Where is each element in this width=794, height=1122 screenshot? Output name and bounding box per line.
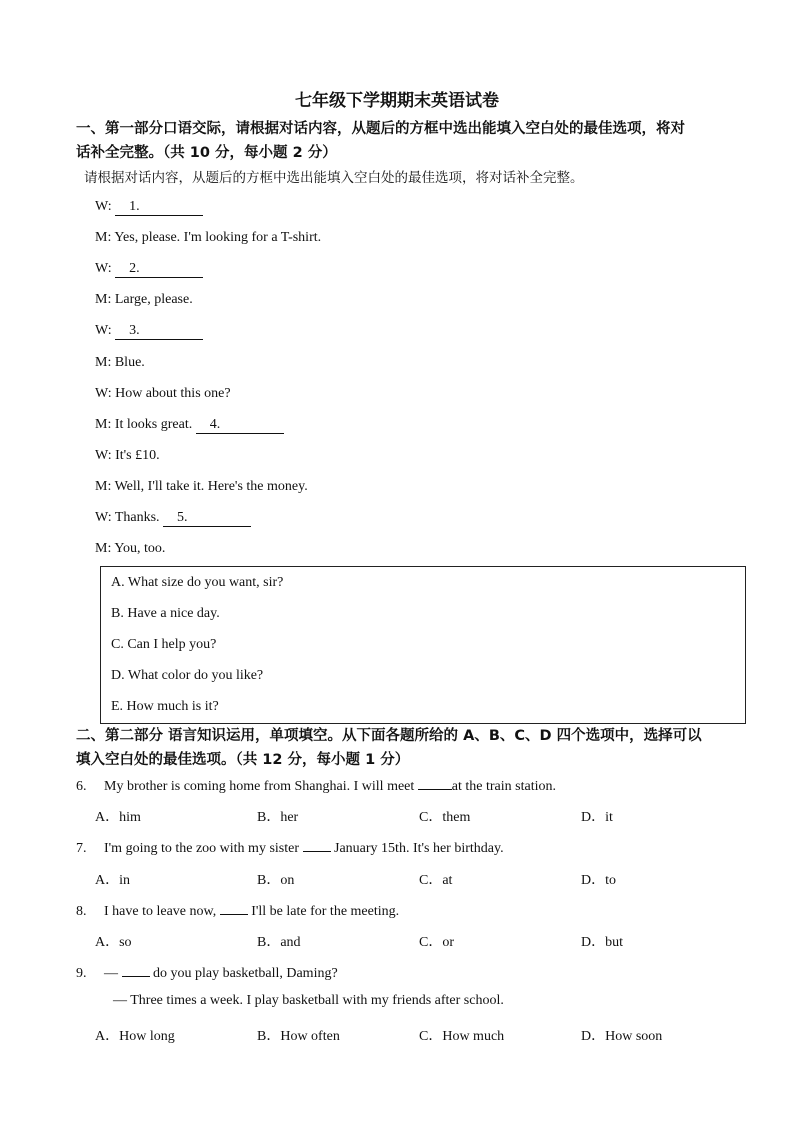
section1-heading-line2: 话补全完整。（共 10 分，每小题 2 分） [76, 145, 337, 161]
section1-instruction: 请根据对话内容，从题后的方框中选出能填入空白处的最佳选项，将对话补全完整。 [84, 170, 584, 186]
dialogue-line [95, 417, 284, 434]
section2-heading [76, 724, 756, 772]
dialogue-line [95, 510, 251, 527]
q6-option-d[interactable]: D．it [581, 810, 613, 825]
question-number: 9. [76, 966, 87, 981]
dialogue-blank[interactable]: 5. [163, 510, 251, 527]
dialogue-text: W: [95, 323, 116, 339]
options-box [100, 566, 746, 724]
dialogue-text: M: You, too. [95, 541, 166, 557]
dialogue-line [95, 230, 321, 246]
dialogue-text: M: Large, please. [95, 292, 193, 308]
q7-option-b[interactable]: B．on [257, 873, 295, 888]
page-title: 七年级下学期期末英语试卷 [295, 91, 499, 111]
answer-gap [220, 900, 248, 915]
q7-option-a[interactable]: A．in [95, 873, 130, 888]
q8-option-b[interactable]: B．and [257, 935, 301, 950]
question-stem-after: at the train station. [451, 779, 556, 794]
dialogue-text: W: Thanks. [95, 510, 164, 525]
question-number: 6. [76, 779, 87, 794]
dialogue-line [95, 292, 193, 308]
section2-heading-line1: 二、第二部分 语言知识运用，单项填空。从下面各题所给的 A、B、C、D 四个选项中，选择可以 [76, 728, 702, 744]
dialogue-text: M: It looks great. [95, 416, 196, 432]
q8-option-d[interactable]: D．but [581, 935, 623, 950]
dialogue-line [95, 386, 231, 402]
q9-option-c[interactable]: C．How much [419, 1029, 505, 1044]
box-option-b: B. Have a nice day. [111, 606, 220, 621]
answer-gap [418, 775, 452, 790]
dialogue-blank[interactable]: 2. [115, 261, 203, 278]
question-stem-before: My brother is coming home from Shanghai. I will meet [104, 779, 418, 794]
dialogue-text: M: Blue. [95, 354, 145, 370]
dialogue-text: W: How about this one? [95, 385, 231, 401]
question-stem-before: I'm going to the zoo with my sister [104, 841, 303, 856]
question-stem-after: do you play basketball, Daming? [149, 966, 338, 981]
dialogue-blank[interactable]: 3. [115, 323, 203, 340]
dialogue-blank[interactable]: 1. [115, 199, 203, 216]
q8-option-c[interactable]: C．or [419, 935, 454, 950]
dialogue-line [95, 541, 165, 557]
dialogue-text: M: Yes, please. I'm looking for a T-shirt. [95, 230, 322, 246]
dialogue-text: W: [95, 199, 116, 214]
q9-option-a[interactable]: A．How long [95, 1029, 175, 1044]
dialogue-blank[interactable]: 4. [196, 417, 284, 434]
q6-option-b[interactable]: B．her [257, 810, 299, 825]
box-option-d: D. What color do you like? [111, 668, 264, 683]
question-number: 7. [76, 841, 87, 856]
question-9 [76, 962, 338, 982]
question-6 [76, 775, 556, 795]
q8-option-a[interactable]: A．so [95, 935, 132, 950]
box-option-c: C. Can I help you? [111, 637, 217, 652]
q7-option-d[interactable]: D．to [581, 873, 616, 888]
box-option-e: E. How much is it? [111, 699, 219, 714]
answer-gap [303, 837, 331, 852]
q9-option-b[interactable]: B．How often [257, 1029, 340, 1044]
question-number: 8. [76, 904, 87, 919]
question-8 [76, 900, 399, 920]
dialogue-line [95, 323, 203, 340]
dialogue-line [95, 355, 145, 371]
section2-heading-line2: 填入空白处的最佳选项。（共 12 分，每小题 1 分） [76, 752, 410, 768]
dialogue-text: W: It's £10. [95, 447, 160, 463]
q7-option-c[interactable]: C．at [419, 873, 453, 888]
question-7 [76, 837, 504, 857]
dialogue-text: W: [95, 261, 116, 277]
answer-gap [122, 962, 150, 977]
q6-option-c[interactable]: C．them [419, 810, 471, 825]
question-9-reply: — Three times a week. I play basketball with my friends after school. [113, 993, 504, 1008]
q9-option-d[interactable]: D．How soon [581, 1029, 663, 1044]
question-stem-after: January 15th. It's her birthday. [330, 841, 504, 856]
question-stem-after: I'll be late for the meeting. [247, 904, 400, 919]
q6-option-a[interactable]: A．him [95, 810, 141, 825]
dialogue-line [95, 261, 203, 278]
question-stem-before: — [104, 966, 122, 981]
dialogue-line [95, 448, 160, 464]
box-option-a: A. What size do you want, sir? [111, 575, 284, 590]
dialogue-line [95, 199, 203, 216]
section1-heading-line1: 一、第一部分口语交际，请根据对话内容，从题后的方框中选出能填入空白处的最佳选项，将对 [76, 121, 685, 137]
section1-heading [76, 117, 756, 165]
question-stem-before: I have to leave now, [104, 904, 220, 919]
dialogue-line [95, 479, 308, 495]
dialogue-text: M: Well, I'll take it. Here's the money. [95, 478, 308, 494]
